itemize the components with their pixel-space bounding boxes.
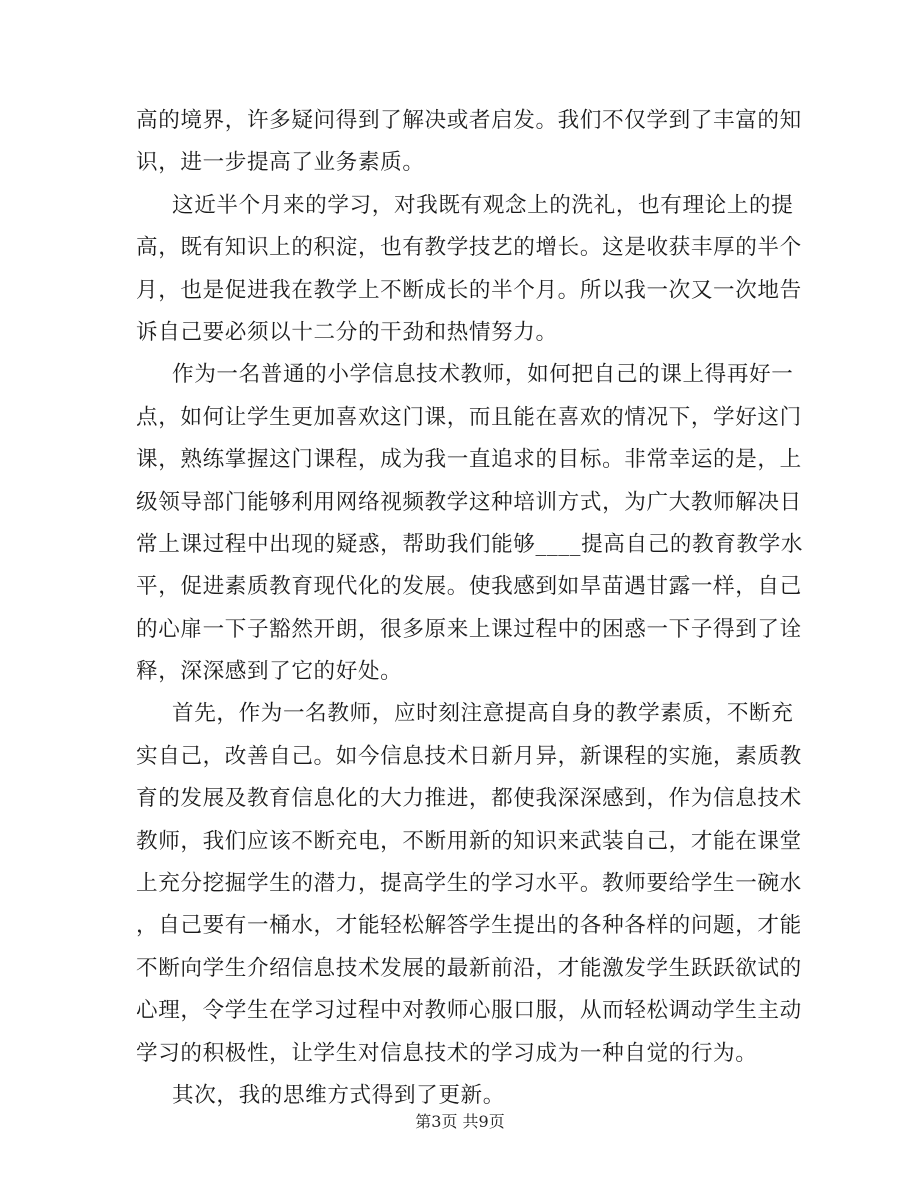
text-line: 课，熟练掌握这门课程，成为我一直追求的目标。非常幸运的是，上 (136, 447, 802, 473)
text-line: 高的境界，许多疑问得到了解决或者启发。我们不仅学到了丰富的知 (136, 108, 802, 133)
text-line: 识，进一步提高了业务素质。 (136, 150, 425, 176)
document-body (136, 100, 804, 1117)
text-line: 级领导部门能够利用网络视频教学这种培训方式，为广大教师解决日 (136, 489, 802, 515)
text-line: 的心扉一下子豁然开朗，很多原来上课过程中的困惑一下子得到了诠 (136, 616, 802, 642)
text-line: 诉自己要必须以十二分的干劲和热情努力。 (136, 319, 558, 345)
page-footer: 第3页 共9页 (415, 1112, 505, 1131)
text-line: 学习的积极性，让学生对信息技术的学习成为一种自觉的行为。 (136, 1040, 758, 1066)
text-line: 育的发展及教育信息化的大力推进，都使我深深感到，作为信息技术 (136, 786, 802, 812)
text-line: ，自己要有一桶水，才能轻松解答学生提出的各种各样的问题，才能 (136, 913, 802, 939)
text-line: 平，促进素质教育现代化的发展。使我感到如旱苗遇甘露一样，自己 (136, 574, 802, 600)
text-line: 点，如何让学生更加喜欢这门课，而且能在喜欢的情况下，学好这门 (136, 404, 802, 430)
text-line: 上充分挖掘学生的潜力，提高学生的学习水平。教师要给学生一碗水 (136, 871, 802, 897)
text-line: 作为一名普通的小学信息技术教师，如何把自己的课上得再好一 (172, 362, 794, 388)
text-line: 不断向学生介绍信息技术发展的最新前沿，才能激发学生跃跃欲试的 (136, 955, 802, 981)
text-line: 月，也是促进我在教学上不断成长的半个月。所以我一次又一次地告 (136, 277, 802, 303)
text-line: 首先，作为一名教师，应时刻注意提高自身的教学素质，不断充 (172, 701, 794, 727)
text-line: 释，深深感到了它的好处。 (136, 659, 403, 685)
text-line: 常上课过程中出现的疑惑，帮助我们能够____提高自己的教育教学水 (136, 531, 804, 557)
text-line: 心理，令学生在学习过程中对教师心服口服，从而轻松调动学生主动 (136, 998, 802, 1024)
text-line: 其次，我的思维方式得到了更新。 (172, 1082, 505, 1108)
text-line: 高，既有知识上的积淀，也有教学技艺的增长。这是收获丰厚的半个 (136, 235, 802, 261)
text-line: 实自己，改善自己。如今信息技术日新月异，新课程的实施，素质教 (136, 743, 802, 769)
text-line: 这近半个月来的学习，对我既有观念上的洗礼，也有理论上的提 (172, 192, 794, 218)
text-line: 教师，我们应该不断充电，不断用新的知识来武装自己，才能在课堂 (136, 828, 802, 854)
